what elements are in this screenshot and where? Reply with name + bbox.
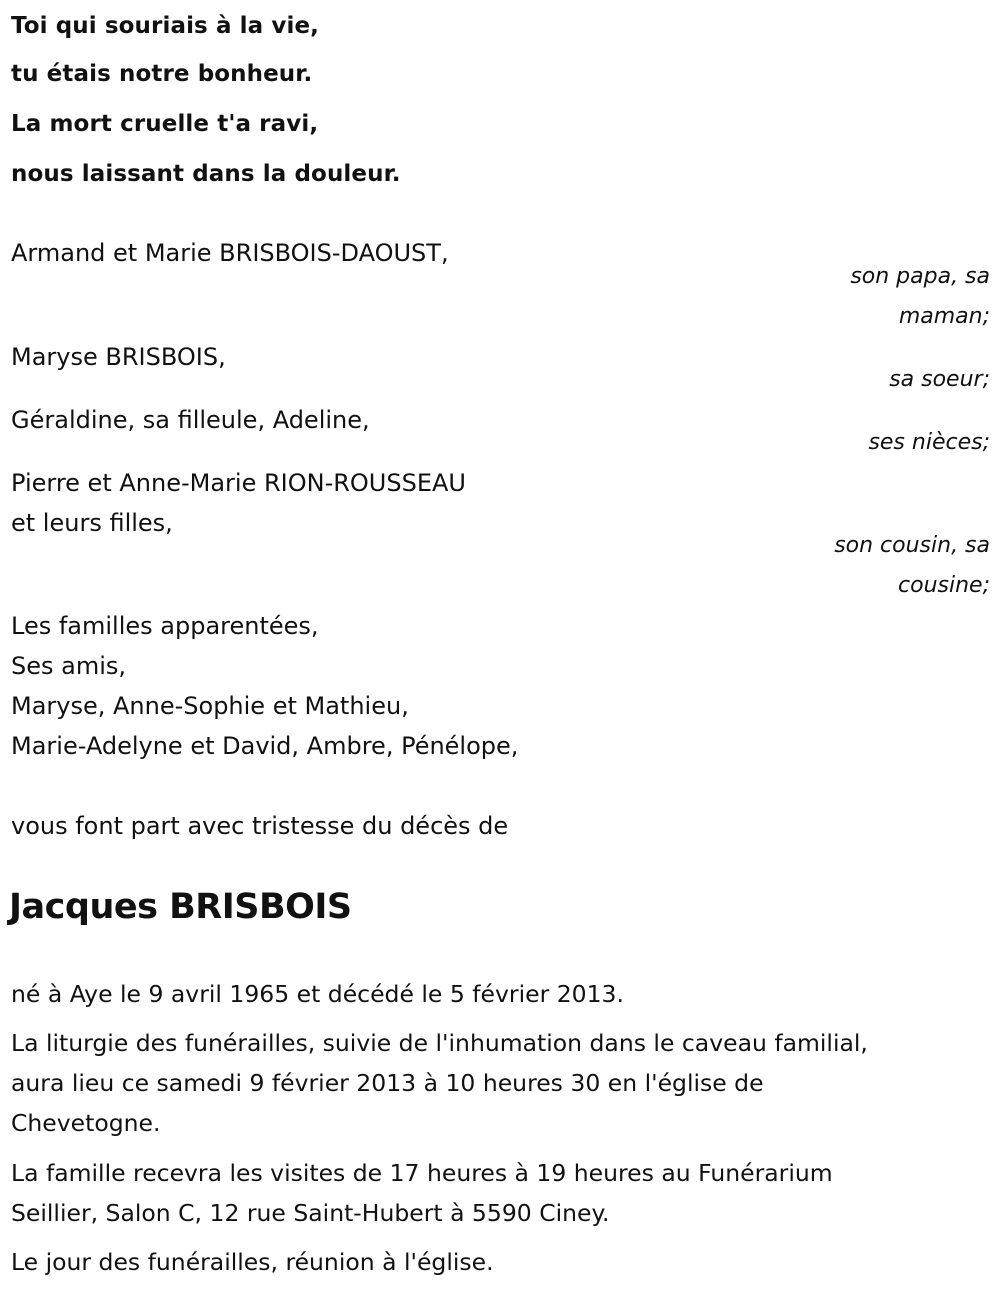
family-relation: maman; bbox=[898, 304, 990, 329]
meeting-text: Le jour des funérailles, réunion à l'église. bbox=[11, 1248, 494, 1276]
announcement-text: vous font part avec tristesse du décès de bbox=[11, 812, 509, 840]
family-names: Armand et Marie BRISBOIS-DAOUST, bbox=[11, 239, 449, 267]
family-relation: cousine; bbox=[898, 573, 990, 598]
family-names: Maryse BRISBOIS, bbox=[11, 343, 226, 371]
family-other: Les familles apparentées, bbox=[11, 612, 319, 640]
family-relation: ses nièces; bbox=[868, 430, 990, 455]
poem-line: nous laissant dans la douleur. bbox=[11, 161, 401, 187]
funeral-line: Chevetogne. bbox=[11, 1109, 161, 1137]
family-other: Maryse, Anne-Sophie et Mathieu, bbox=[11, 692, 409, 720]
family-names: et leurs filles, bbox=[11, 509, 173, 537]
family-relation: sa soeur; bbox=[889, 367, 990, 392]
funeral-line: aura lieu ce samedi 9 février 2013 à 10 heures 30 en l'église de bbox=[11, 1069, 764, 1097]
family-names: Pierre et Anne-Marie RION-ROUSSEAU bbox=[11, 469, 466, 497]
family-names: Géraldine, sa filleule, Adeline, bbox=[11, 406, 370, 434]
funeral-line: La liturgie des funérailles, suivie de l'inhumation dans le caveau familial, bbox=[11, 1029, 868, 1057]
visits-line: Seillier, Salon C, 12 rue Saint-Hubert à 5590 Ciney. bbox=[11, 1199, 610, 1227]
poem-line: tu étais notre bonheur. bbox=[11, 61, 313, 87]
deceased-name: Jacques BRISBOIS bbox=[9, 887, 352, 927]
family-other: Ses amis, bbox=[11, 652, 127, 680]
poem-line: Toi qui souriais à la vie, bbox=[11, 13, 320, 39]
family-relation: son cousin, sa bbox=[834, 533, 990, 558]
family-other: Marie-Adelyne et David, Ambre, Pénélope, bbox=[11, 732, 519, 760]
birth-death-text: né à Aye le 9 avril 1965 et décédé le 5 février 2013. bbox=[11, 980, 624, 1008]
visits-line: La famille recevra les visites de 17 heures à 19 heures au Funérarium bbox=[11, 1159, 833, 1187]
poem-line: La mort cruelle t'a ravi, bbox=[11, 111, 319, 137]
family-relation: son papa, sa bbox=[850, 264, 990, 289]
